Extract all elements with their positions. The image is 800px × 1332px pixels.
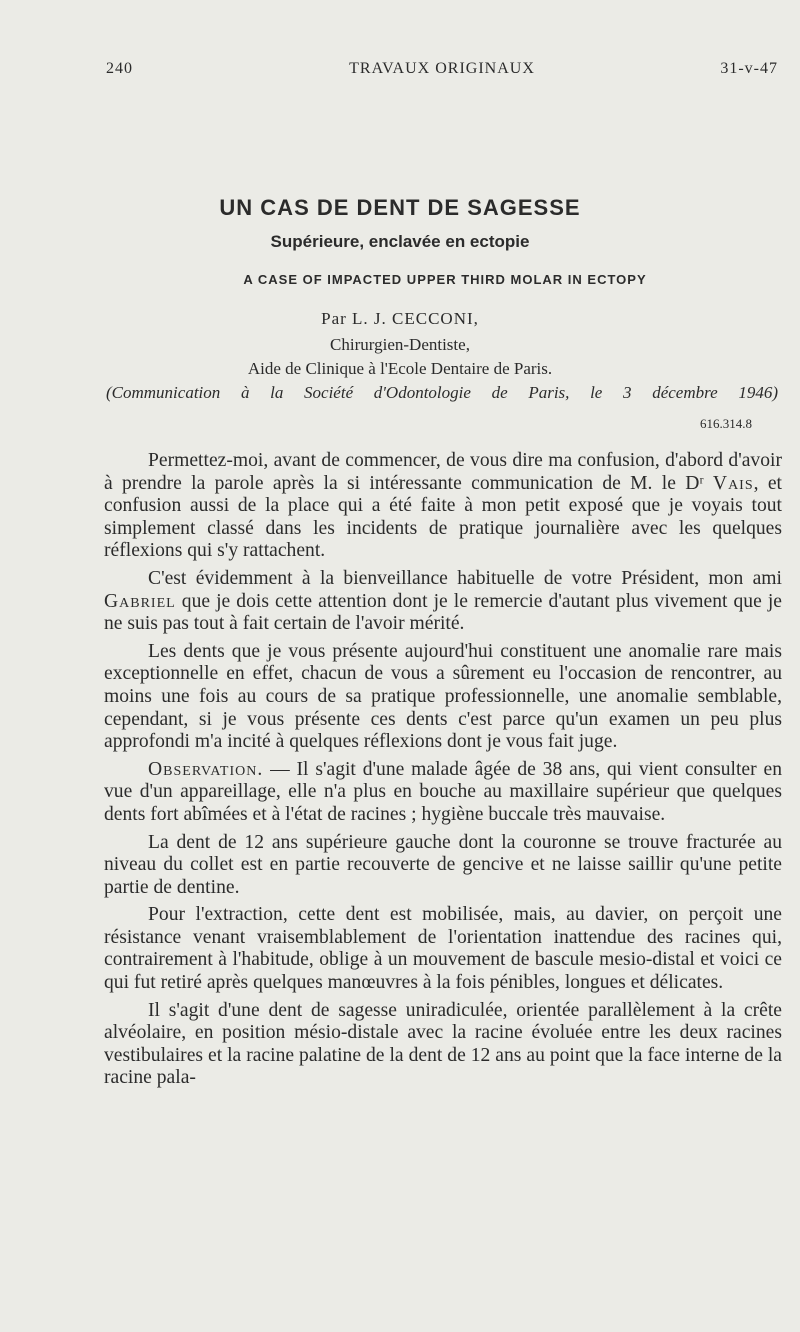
communication-note: (Communication à la Société d'Odontologie de Paris, le 3 décembre 1946) [106,383,778,402]
author-affiliation: Aide de Clinique à l'Ecole Dentaire de Paris. [247,359,553,378]
running-title: TRAVAUX ORIGINAUX [349,60,535,77]
article-subtitle: Supérieure, enclavée en ectopie [270,232,530,251]
paragraph: Observation. — Il s'agit d'une malade âgée de 38 ans, qui vient consulter en vue d'un appareillage, elle n'a plus en bouche au maxillaire supérieur que quelques dents fort abîmées et à l'état de racines ; hygiène buccale très mauvaise. [104,758,782,825]
paragraph: Les dents que je vous présente aujourd'hui constituent une anomalie rare mais exceptionnelle en effet, chacun de vous a sûrement eu l'occasion de rencontrer, au moins une fois au cours de sa pratique professionnelle, une anomalie semblable, cependant, si je vous présente ces dents c'est parce qu'un examen un peu plus approfondi m'a incité à quelques réflexions dont je vous fait juge. [104,640,782,753]
paragraph: La dent de 12 ans supérieure gauche dont la couronne se trouve fracturée au niveau du collet est en partie recouverte de gencive et ne laisse saillir qu'une petite partie de dentine. [104,831,782,898]
author-name: Par L. J. CECCONI, [321,309,479,328]
person-name: Vais [712,472,754,494]
article-title: UN CAS DE DENT DE SAGESSE [219,195,581,220]
english-title: A CASE OF IMPACTED UPPER THIRD MOLAR IN ECTOPY [243,272,647,287]
person-name: Gabriel [104,590,176,612]
issue-date: 31-v-47 [720,60,778,77]
paragraph: C'est évidemment à la bienveillance habituelle de votre Président, mon ami Gabriel que je dois cette attention dont je le remercie d'autant plus vivement que je ne suis pas tout à fait certain de l'avoir mérité. [104,567,782,635]
paragraph: Pour l'extraction, cette dent est mobilisée, mais, au davier, on perçoit une résistance venant vraisemblablement de l'orientation inattendue des racines qui, contrairement à l'habitude, oblige à un mouvement de bascule mesio-distal et voici ce qui fut retiré après quelques manœuvres à la fois pénibles, longues et délicates. [104,904,782,994]
paragraph: Il s'agit d'une dent de sagesse uniradiculée, orientée parallèlement à la crête alvéolaire, en position mésio-distale avec la racine évoluée entre les deux racines vestibulaires et la racine palatine de la dent de 12 ans au point que la face interne de la racine pala- [104,999,782,1089]
page-number: 240 [106,60,133,77]
section-label: Observation. [148,758,264,780]
classification-number: 616.314.8 [700,416,752,431]
running-header [106,60,778,82]
paragraph: Permettez-moi, avant de commencer, de vous dire ma confusion, d'abord d'avoir à prendre la parole après la si intéressante communication de M. le Dʳ Vais, et confusion aussi de la place qui a été faite à mon petit exposé que je voyais tout simplement classé dans les incidents de pratique journalière avec les quelques réflexions qui s'y rattachent. [104,450,782,562]
article-body [104,450,782,1095]
author-role: Chirurgien-Dentiste, [330,335,470,354]
